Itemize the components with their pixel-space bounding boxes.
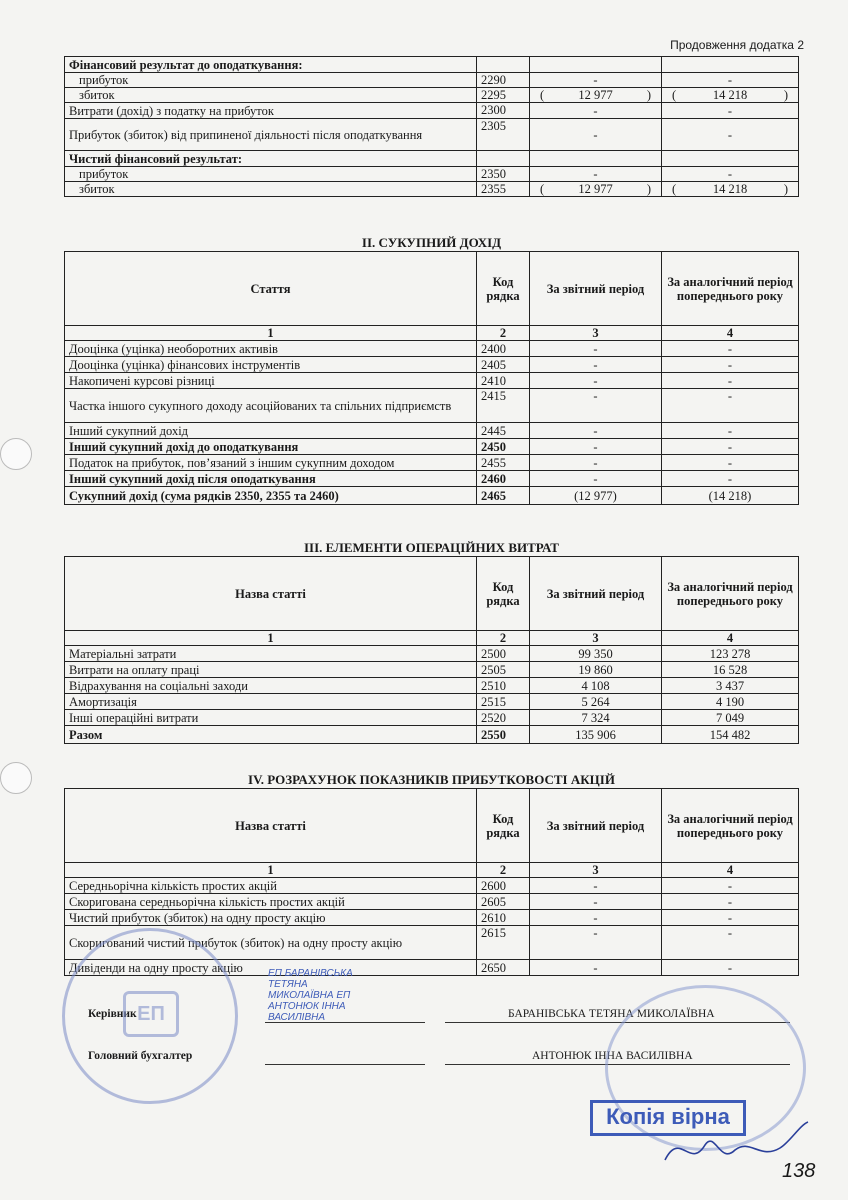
electronic-signature-text: ЕП БАРАНІВСЬКА ТЕТЯНА МИКОЛАЇВНА ЕП АНТОНЮК ІННА ВАСИЛІВНА [268, 968, 353, 1023]
punch-hole [0, 762, 32, 794]
prior-period-cell: 154 482 [662, 726, 799, 744]
code-cell: 2615 [477, 926, 530, 960]
column-header: За звітний період [530, 557, 662, 631]
table-row [65, 151, 799, 167]
label-cell: Прибуток (збиток) від припиненої діяльності після оподаткування [65, 119, 477, 151]
current-period-cell: 19 860 [530, 662, 662, 678]
table-row [65, 357, 799, 373]
current-period-cell: - [530, 357, 662, 373]
label-cell: Дооцінка (уцінка) необоротних активів [65, 341, 477, 357]
label-cell: Витрати на оплату праці [65, 662, 477, 678]
current-period-cell: - [530, 439, 662, 455]
prior-period-cell: - [662, 910, 799, 926]
column-header: Стаття [65, 252, 477, 326]
label-cell: Чистий фінансовий результат: [65, 151, 477, 167]
column-header: За звітний період [530, 252, 662, 326]
prior-period-cell: - [662, 119, 799, 151]
current-period-cell: - [530, 423, 662, 439]
label-cell: Відрахування на соціальні заходи [65, 678, 477, 694]
column-number: 3 [530, 631, 662, 646]
table-row [65, 726, 799, 744]
column-number: 3 [530, 326, 662, 341]
prior-period-cell: - [662, 73, 799, 88]
code-cell: 2510 [477, 678, 530, 694]
prior-period-cell: 7 049 [662, 710, 799, 726]
table-row [65, 662, 799, 678]
column-number: 4 [662, 863, 799, 878]
table-row [65, 471, 799, 487]
code-cell: 2515 [477, 694, 530, 710]
table-row [65, 57, 799, 73]
section3-title: III. ЕЛЕМЕНТИ ОПЕРАЦІЙНИХ ВИТРАТ [304, 540, 559, 555]
prior-period-cell: - [662, 423, 799, 439]
current-period-cell: - [530, 167, 662, 182]
current-period-cell: 99 350 [530, 646, 662, 662]
current-period-cell: - [530, 455, 662, 471]
label-cell: прибуток [65, 167, 477, 182]
column-header: За звітний період [530, 789, 662, 863]
label-cell: Разом [65, 726, 477, 744]
column-header: Код рядка [477, 557, 530, 631]
header-row [65, 789, 799, 863]
current-period-cell: - [530, 103, 662, 119]
label-cell: Амортизація [65, 694, 477, 710]
column-number-row [65, 326, 799, 341]
prior-period-cell: ( 14 218 ) [662, 88, 799, 103]
prior-period-cell [662, 57, 799, 73]
prior-period-cell: 4 190 [662, 694, 799, 710]
financial-result-table [64, 56, 799, 197]
column-number: 2 [477, 326, 530, 341]
label-cell: Інший сукупний дохід [65, 423, 477, 439]
table-row [65, 182, 799, 197]
label-cell: Інші операційні витрати [65, 710, 477, 726]
prior-period-cell: - [662, 455, 799, 471]
table-row [65, 167, 799, 182]
code-cell: 2500 [477, 646, 530, 662]
table-row [65, 678, 799, 694]
page-number: 138 [782, 1160, 816, 1182]
header-note: Продовження додатка 2 [670, 38, 804, 52]
label-cell: Скоригований чистий прибуток (збиток) на одну просту акцію [65, 926, 477, 960]
column-header: За аналогічний період попереднього року [662, 557, 799, 631]
prior-period-cell: - [662, 894, 799, 910]
column-header: Код рядка [477, 252, 530, 326]
code-cell: 2450 [477, 439, 530, 455]
prior-period-cell: - [662, 357, 799, 373]
header-row [65, 557, 799, 631]
accountant-sign-line [265, 1064, 425, 1065]
table-row [65, 455, 799, 471]
column-number: 2 [477, 631, 530, 646]
table-row [65, 373, 799, 389]
code-cell: 2300 [477, 103, 530, 119]
table-row [65, 710, 799, 726]
prior-period-cell: - [662, 926, 799, 960]
current-period-cell: - [530, 73, 662, 88]
prior-period-cell: - [662, 960, 799, 976]
current-period-cell: - [530, 119, 662, 151]
column-header: За аналогічний період попереднього року [662, 252, 799, 326]
current-period-cell: ( 12 977 ) [530, 182, 662, 197]
current-period-cell: 5 264 [530, 694, 662, 710]
current-period-cell: - [530, 878, 662, 894]
table-row [65, 487, 799, 505]
current-period-cell: 7 324 [530, 710, 662, 726]
prior-period-cell: - [662, 373, 799, 389]
column-header: Назва статті [65, 789, 477, 863]
column-number-row [65, 631, 799, 646]
label-cell: Дооцінка (уцінка) фінансових інструментів [65, 357, 477, 373]
prior-period-cell: (14 218) [662, 487, 799, 505]
prior-period-cell: - [662, 103, 799, 119]
code-cell: 2600 [477, 878, 530, 894]
code-cell [477, 151, 530, 167]
code-cell: 2605 [477, 894, 530, 910]
header-row [65, 252, 799, 326]
column-header: Назва статті [65, 557, 477, 631]
prior-period-cell: 123 278 [662, 646, 799, 662]
code-cell: 2465 [477, 487, 530, 505]
section2-title: II. СУКУПНИЙ ДОХІД [361, 235, 502, 250]
prior-period-cell [662, 151, 799, 167]
column-number: 1 [65, 863, 477, 878]
prior-period-cell: 16 528 [662, 662, 799, 678]
current-period-cell: - [530, 910, 662, 926]
table-row [65, 73, 799, 88]
code-cell: 2520 [477, 710, 530, 726]
operating-expenses-table [64, 556, 799, 744]
code-cell: 2355 [477, 182, 530, 197]
code-cell [477, 57, 530, 73]
prior-period-cell: 3 437 [662, 678, 799, 694]
column-number: 4 [662, 326, 799, 341]
code-cell: 2505 [477, 662, 530, 678]
current-period-cell: - [530, 389, 662, 423]
prior-period-cell: - [662, 341, 799, 357]
code-cell: 2290 [477, 73, 530, 88]
current-period-cell: - [530, 926, 662, 960]
code-cell: 2405 [477, 357, 530, 373]
punch-hole [0, 438, 32, 470]
label-cell: Накопичені курсові різниці [65, 373, 477, 389]
current-period-cell: - [530, 341, 662, 357]
column-header: Код рядка [477, 789, 530, 863]
current-period-cell [530, 57, 662, 73]
column-number: 1 [65, 631, 477, 646]
label-cell: Податок на прибуток, пов’язаний з іншим сукупним доходом [65, 455, 477, 471]
label-cell: Середньорічна кількість простих акцій [65, 878, 477, 894]
accountant-label: Головний бухгалтер [88, 1050, 193, 1062]
code-cell: 2610 [477, 910, 530, 926]
current-period-cell: (12 977) [530, 487, 662, 505]
label-cell: Дивіденди на одну просту акцію [65, 960, 477, 976]
column-number: 2 [477, 863, 530, 878]
table-row [65, 878, 799, 894]
label-cell: збиток [65, 88, 477, 103]
prior-period-cell: - [662, 878, 799, 894]
code-cell: 2455 [477, 455, 530, 471]
label-cell: Чистий прибуток (збиток) на одну просту акцію [65, 910, 477, 926]
label-cell: Інший сукупний дохід до оподаткування [65, 439, 477, 455]
director-label: Керівник [88, 1008, 137, 1020]
copy-certified-stamp: Копія вірна [590, 1100, 746, 1136]
code-cell: 2650 [477, 960, 530, 976]
code-cell: 2415 [477, 389, 530, 423]
table-row [65, 646, 799, 662]
column-number: 1 [65, 326, 477, 341]
label-cell: Фінансовий результат до оподаткування: [65, 57, 477, 73]
table-row [65, 389, 799, 423]
table-row [65, 439, 799, 455]
column-number: 3 [530, 863, 662, 878]
current-period-cell [530, 151, 662, 167]
comprehensive-income-table [64, 251, 799, 505]
label-cell: прибуток [65, 73, 477, 88]
label-cell: Скоригована середньорічна кількість простих акцій [65, 894, 477, 910]
prior-period-cell: - [662, 167, 799, 182]
table-row [65, 119, 799, 151]
director-name: БАРАНІВСЬКА ТЕТЯНА МИКОЛАЇВНА [508, 1008, 715, 1020]
current-period-cell: - [530, 960, 662, 976]
electronic-signature-seal: ЕП [62, 928, 238, 1104]
column-number-row [65, 863, 799, 878]
table-row [65, 341, 799, 357]
table-row [65, 103, 799, 119]
section4-title: IV. РОЗРАХУНОК ПОКАЗНИКІВ ПРИБУТКОВОСТІ АКЦІЙ [248, 772, 615, 787]
label-cell: збиток [65, 182, 477, 197]
current-period-cell: - [530, 373, 662, 389]
table-row [65, 894, 799, 910]
code-cell: 2410 [477, 373, 530, 389]
accountant-name: АНТОНЮК ІННА ВАСИЛІВНА [532, 1050, 693, 1062]
code-cell: 2305 [477, 119, 530, 151]
code-cell: 2445 [477, 423, 530, 439]
prior-period-cell: ( 14 218 ) [662, 182, 799, 197]
code-cell: 2295 [477, 88, 530, 103]
table-row [65, 910, 799, 926]
current-period-cell: 135 906 [530, 726, 662, 744]
prior-period-cell: - [662, 439, 799, 455]
column-number: 4 [662, 631, 799, 646]
code-cell: 2400 [477, 341, 530, 357]
table-row [65, 88, 799, 103]
table-row [65, 694, 799, 710]
label-cell: Витрати (дохід) з податку на прибуток [65, 103, 477, 119]
current-period-cell: ( 12 977 ) [530, 88, 662, 103]
prior-period-cell: - [662, 389, 799, 423]
code-cell: 2350 [477, 167, 530, 182]
label-cell: Частка іншого сукупного доходу асоційованих та спільних підприємств [65, 389, 477, 423]
column-header: За аналогічний період попереднього року [662, 789, 799, 863]
code-cell: 2460 [477, 471, 530, 487]
current-period-cell: 4 108 [530, 678, 662, 694]
prior-period-cell: - [662, 471, 799, 487]
label-cell: Сукупний дохід (сума рядків 2350, 2355 та 2460) [65, 487, 477, 505]
label-cell: Інший сукупний дохід після оподаткування [65, 471, 477, 487]
table-row [65, 423, 799, 439]
current-period-cell: - [530, 471, 662, 487]
code-cell: 2550 [477, 726, 530, 744]
current-period-cell: - [530, 894, 662, 910]
label-cell: Матеріальні затрати [65, 646, 477, 662]
